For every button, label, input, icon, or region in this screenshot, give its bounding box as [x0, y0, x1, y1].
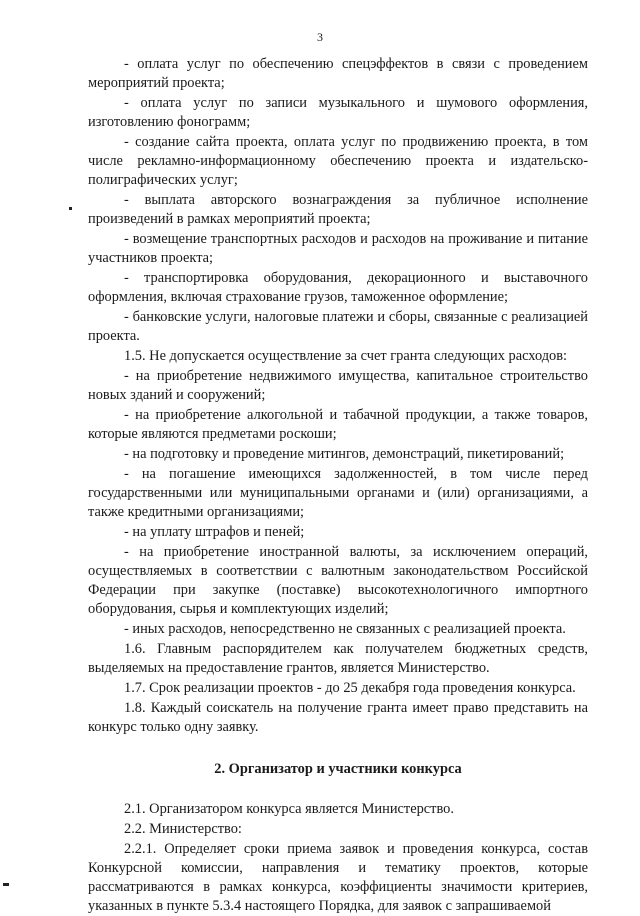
scan-speck	[69, 207, 72, 210]
paragraph: - транспортировка оборудования, декорационного и выставочного оформления, включая страхование грузов, таможенное оформление;	[88, 270, 588, 305]
paragraph: - иных расходов, непосредственно не связанных с реализацией проекта.	[124, 621, 566, 637]
paragraph: 1.6. Главным распорядителем как получателем бюджетных средств, выделяемых на предоставление грантов, является Министерство.	[88, 641, 588, 676]
paragraph: 1.7. Срок реализации проектов - до 25 декабря года проведения конкурса.	[124, 680, 576, 696]
paragraph: - на погашение имеющихся задолженностей, в том числе перед государственными или муниципальными органами и (или) организациями, а также кредитными организациями;	[88, 466, 588, 520]
paragraph: - оплата услуг по записи музыкального и шумового оформления, изготовлению фонограмм;	[88, 95, 588, 130]
page-number: 3	[317, 30, 323, 44]
paragraph: 2.1. Организатором конкурса является Министерство.	[124, 801, 454, 817]
paragraph: - выплата авторского вознаграждения за публичное исполнение произведений в рамках мероприятий проекта;	[88, 192, 588, 227]
paragraph: - на уплату штрафов и пеней;	[124, 524, 305, 540]
paragraph: - возмещение транспортных расходов и расходов на проживание и питание участников проекта;	[88, 231, 588, 266]
paragraph: 2.2. Министерство:	[124, 821, 242, 837]
paragraph: - оплата услуг по обеспечению спецэффектов в связи с проведением мероприятий проекта;	[88, 56, 588, 91]
paragraph: - на приобретение иностранной валюты, за исключением операций, осуществляемых в соответствии с валютным законодательством Российской Федерации при закупке (поставке) высокотехнологичного импортного оборудования, сырья и комплектующих изделий;	[88, 544, 588, 617]
paragraph: 1.5. Не допускается осуществление за счет гранта следующих расходов:	[124, 348, 568, 364]
paragraph: 2.2.1. Определяет сроки приема заявок и проведения конкурса, состав Конкурсной комиссии, направления и тематику проектов, которые рассматриваются в рамках конкурса, коэффициенты значимости критериев, указанных в пункте 5.3.4 настоящего Порядка, для заявок с запрашиваемой	[88, 841, 588, 914]
paragraph: - создание сайта проекта, оплата услуг по продвижению проекта, в том числе рекламно-информационному обеспечению проекта и издательско-полиграфических услуг;	[88, 134, 588, 188]
paragraph: 1.8. Каждый соискатель на получение гранта имеет право представить на конкурс только одну заявку.	[88, 700, 588, 735]
document-body	[88, 55, 588, 916]
paragraph: - на приобретение алкогольной и табачной продукции, а также товаров, которые являются предметами роскоши;	[88, 407, 588, 442]
scan-speck	[3, 883, 9, 886]
paragraph: - банковские услуги, налоговые платежи и сборы, связанные с реализацией проекта.	[88, 309, 588, 344]
section-heading: 2. Организатор и участники конкурса	[214, 761, 462, 777]
paragraph: - на приобретение недвижимого имущества, капитальное строительство новых зданий и сооружений;	[88, 368, 588, 403]
paragraph: - на подготовку и проведение митингов, демонстраций, пикетирований;	[124, 446, 565, 462]
